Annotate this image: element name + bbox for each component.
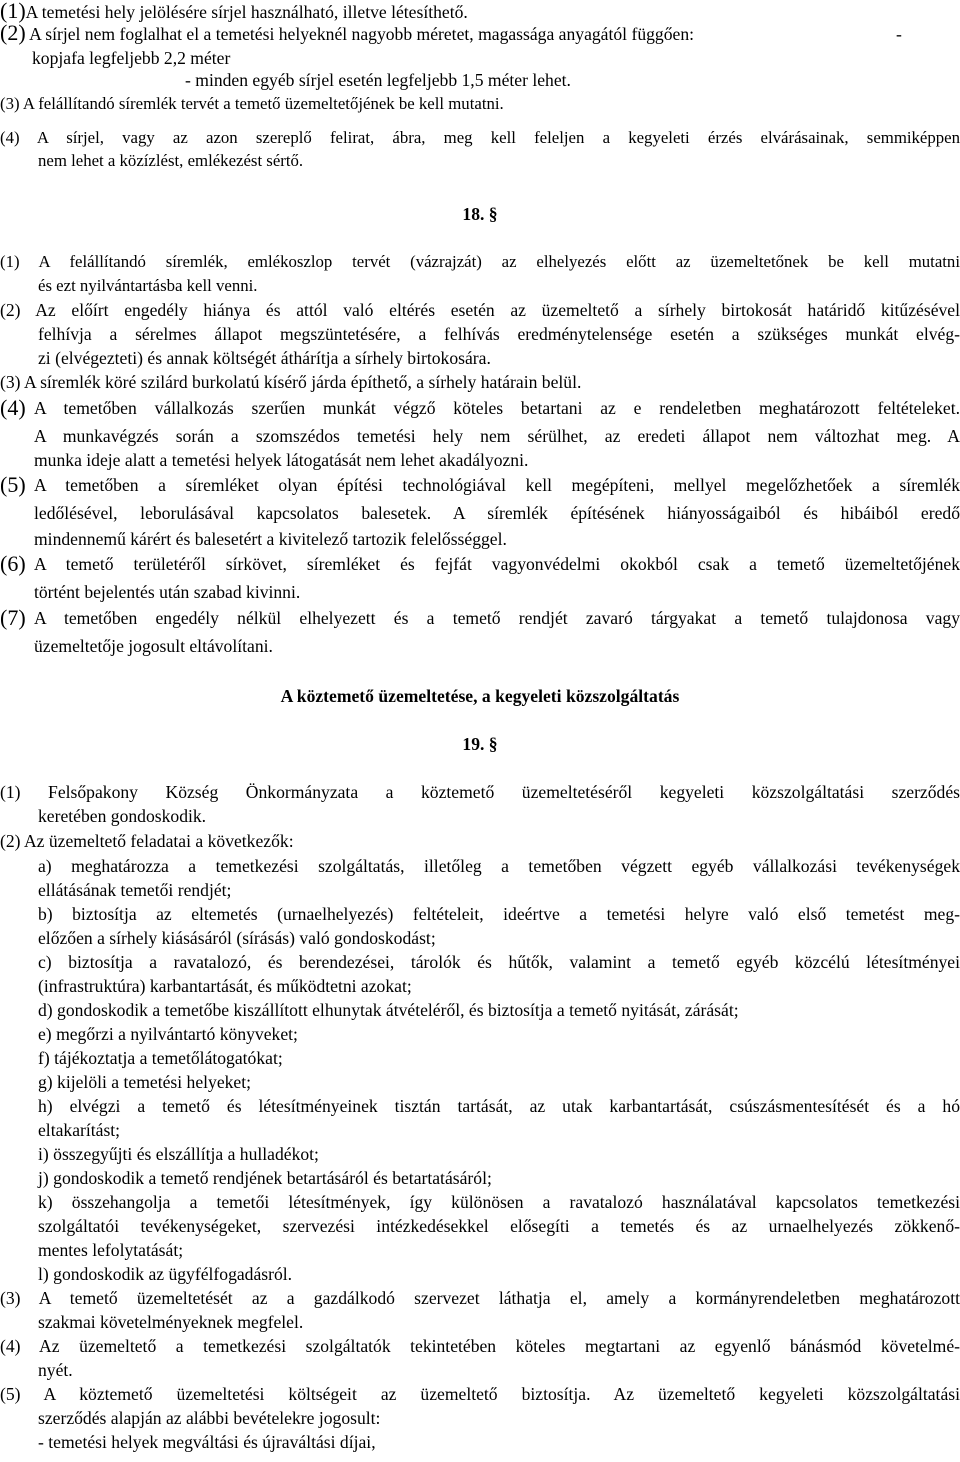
- paragraph-18-2-line3: zi (elvégezteti) és annak költségét áthárítja a sírhely birtokosára.: [38, 348, 491, 368]
- item-k-line1: k) összehangolja a temetői létesítmények, így különösen a ravatalozó használatával kapcsolatos temetkezési: [38, 1192, 960, 1212]
- paragraph-19-1-line2: keretében gondoskodik.: [38, 806, 207, 826]
- paragraph-number: (5): [0, 472, 26, 497]
- paragraph-17-2-line2: kopjafa legfeljebb 2,2 méter: [32, 48, 231, 68]
- paragraph-18-4-line3: munka ideje alatt a temetési helyek látogatását nem lehet akadályozni.: [34, 450, 529, 470]
- paragraph-17-1: [0, 0, 960, 23]
- paragraph-number: (7): [0, 605, 26, 630]
- paragraph-19-5-line1: (5) A köztemető üzemeltetési költségeit az üzemeltető biztosítja. Az üzemeltető kegyeleti közszolgáltatási: [0, 1384, 960, 1404]
- item-h-line1: h) elvégzi a temető és létesítményeinek tisztán tartását, az utak karbantartását, csúszásmentesítését és a hó: [38, 1096, 960, 1116]
- paragraph-18-1-line2: és ezt nyilvántartásba kell venni.: [38, 276, 258, 295]
- item-b-line2: előzően a sírhely kiásásáról (sírásás) való gondoskodást;: [38, 928, 436, 948]
- section-title: A köztemető üzemeltetése, a kegyeleti közszolgáltatás: [280, 686, 680, 706]
- paragraph-17-4-line2: nem lehet a közízlést, emlékezést sértő.: [38, 151, 304, 170]
- paragraph-18-5-line1: (5) A temetőben a síremléket olyan építési technológiával kell megépíteni, mellyel megelőzhetőek a síremlék: [0, 472, 960, 497]
- paragraph-18-5-line2: ledőlésével, leborulásával kapcsolatos balesetek. A síremlék építésének hiányosságaiból és hibáiból eredő: [34, 503, 960, 523]
- paragraph-19-2: (2) Az üzemeltető feladatai a következők:: [0, 831, 294, 851]
- item-e: e) megőrzi a nyilvántartó könyveket;: [38, 1024, 298, 1044]
- paragraph-number: (6): [0, 551, 26, 576]
- item-f: f) tájékoztatja a temetőlátogatókat;: [38, 1048, 283, 1068]
- item-c-line1: c) biztosítja a ravatalozó, és berendezései, tárolók és hűtők, valamint a temető egyéb közcélú létesítményei: [38, 952, 960, 972]
- paragraph-19-1-line1: (1) Felsőpakony Község Önkormányzata a köztemető üzemeltetéséről kegyeleti közszolgáltatási szerződés: [0, 782, 960, 802]
- paragraph-text: A sírjel nem foglalhat el a temetési helyeknél nagyobb méretet, magassága anyagától függően:: [29, 24, 695, 44]
- paragraph-text: A temetési hely jelölésére sírjel használható, illetve létesíthető.: [25, 2, 468, 22]
- section-heading-19: 19. §: [462, 734, 498, 754]
- paragraph-19-4-line2: nyét.: [38, 1360, 73, 1380]
- paragraph-17-4-line1: (4) A sírjel, vagy az azon szereplő felirat, ábra, meg kell feleljen a kegyeleti érzés elvárásainak, semmiképpen: [0, 128, 960, 147]
- paragraph-19-4-line1: (4) Az üzemeltető a temetkezési szolgáltatók tekintetében köteles megtartani az egyenlő bánásmód követelmé-: [0, 1336, 960, 1356]
- item-i: i) összegyűjti és elszállítja a hulladékot;: [38, 1144, 319, 1164]
- paragraph-18-6-line2: történt bejelentés után szabad kivinni.: [34, 582, 301, 602]
- paragraph-17-2-line3: - minden egyéb sírjel esetén legfeljebb 1,5 méter lehet.: [185, 70, 571, 90]
- paragraph-18-5-line3: mindennemű kárért és balesetért a kivitelező tartozik felelősséggel.: [34, 529, 507, 549]
- item-d: d) gondoskodik a temetőbe kiszállított elhunytak átvételéről, és biztosítja a temető nyitását, zárását;: [38, 1000, 739, 1020]
- paragraph-18-4-line1: (4) A temetőben vállalkozás szerűen munkát végző köteles betartani az e rendeletben meghatározott feltételeket.: [0, 395, 960, 420]
- paragraph-17-2: [0, 22, 960, 45]
- paragraph-19-3-line2: szakmai követelményeknek megfelel.: [38, 1312, 304, 1332]
- paragraph-18-7-line2: üzemeltetője jogosult eltávolítani.: [34, 636, 273, 656]
- item-h-line2: eltakarítást;: [38, 1120, 121, 1140]
- item-c-line2: (infrastruktúra) karbantartását, és működtetni azokat;: [38, 976, 412, 996]
- paragraph-18-4-line2: A munkavégzés során a szomszédos temetési hely nem sérülhet, az eredeti állapot nem változhat meg. A: [34, 426, 960, 446]
- paragraph-18-2-line2: felhívja a sérelmes állapot megszüntetésére, a felhívás eredménytelensége esetén a szükséges munkát elvég-: [38, 324, 960, 344]
- item-k-line3: mentes lefolytatását;: [38, 1240, 184, 1260]
- paragraph-18-1-line1: (1) A felállítandó síremlék, emlékoszlop tervét (vázrajzát) az elhelyezés előtt az üzemeltetőnek be kell mutatni: [0, 252, 960, 271]
- item-j: j) gondoskodik a temető rendjének betartásáról és betartatásáról;: [38, 1168, 492, 1188]
- item-a-line2: ellátásának temetői rendjét;: [38, 880, 232, 900]
- paragraph-18-3: (3) A síremlék köré szilárd burkolatú kísérő járda építhető, a sírhely határain belül.: [0, 372, 582, 392]
- section-heading-18: 18. §: [462, 204, 498, 224]
- paragraph-18-2-line1: (2) Az előírt engedély hiánya és attól való eltérés esetén az üzemeltető a sírhely birtokosát határidő kitűzésével: [0, 300, 960, 320]
- item-g: g) kijelöli a temetési helyeket;: [38, 1072, 252, 1092]
- paragraph-number: (2): [0, 20, 26, 45]
- paragraph-18-7-line1: (7) A temetőben engedély nélkül elhelyezett és a temető rendjét zavaró tárgyakat a temető tulajdonosa vagy: [0, 605, 960, 630]
- paragraph-19-3-line1: (3) A temető üzemeltetését az a gazdálkodó szervezet láthatja el, amely a kormányrendeletben meghatározott: [0, 1288, 960, 1308]
- paragraph-number: (4): [0, 395, 26, 420]
- paragraph-19-5-line2: szerződés alapján az alábbi bevételekre jogosult:: [38, 1408, 381, 1428]
- paragraph-18-6-line1: (6) A temető területéről sírkövet, síremléket és fejfát vagyonvédelmi okokból csak a temető üzemeltetőjének: [0, 551, 960, 576]
- paragraph-19-5-line3: - temetési helyek megváltási és újraváltási díjai,: [38, 1432, 376, 1452]
- item-a-line1: a) meghatározza a temetkezési szolgáltatás, illetőleg a temetőben végzett egyéb vállalkozási tevékenységek: [38, 856, 960, 876]
- item-l: l) gondoskodik az ügyfélfogadásról.: [38, 1264, 293, 1284]
- item-k-line2: szolgáltatói tevékenységeket, szervezési intézkedésekkel elősegíti a temetés és az urnaelhelyezés zökkenő-: [38, 1216, 960, 1236]
- item-b-line1: b) biztosítja az eltemetés (urnaelhelyezés) feltételeit, ideértve a temetési helyre való első temetést meg-: [38, 904, 960, 924]
- paragraph-number: (1): [0, 0, 26, 23]
- list-dash: -: [896, 24, 902, 44]
- paragraph-17-3: (3) A felállítandó síremlék tervét a temető üzemeltetőjének be kell mutatni.: [0, 94, 504, 113]
